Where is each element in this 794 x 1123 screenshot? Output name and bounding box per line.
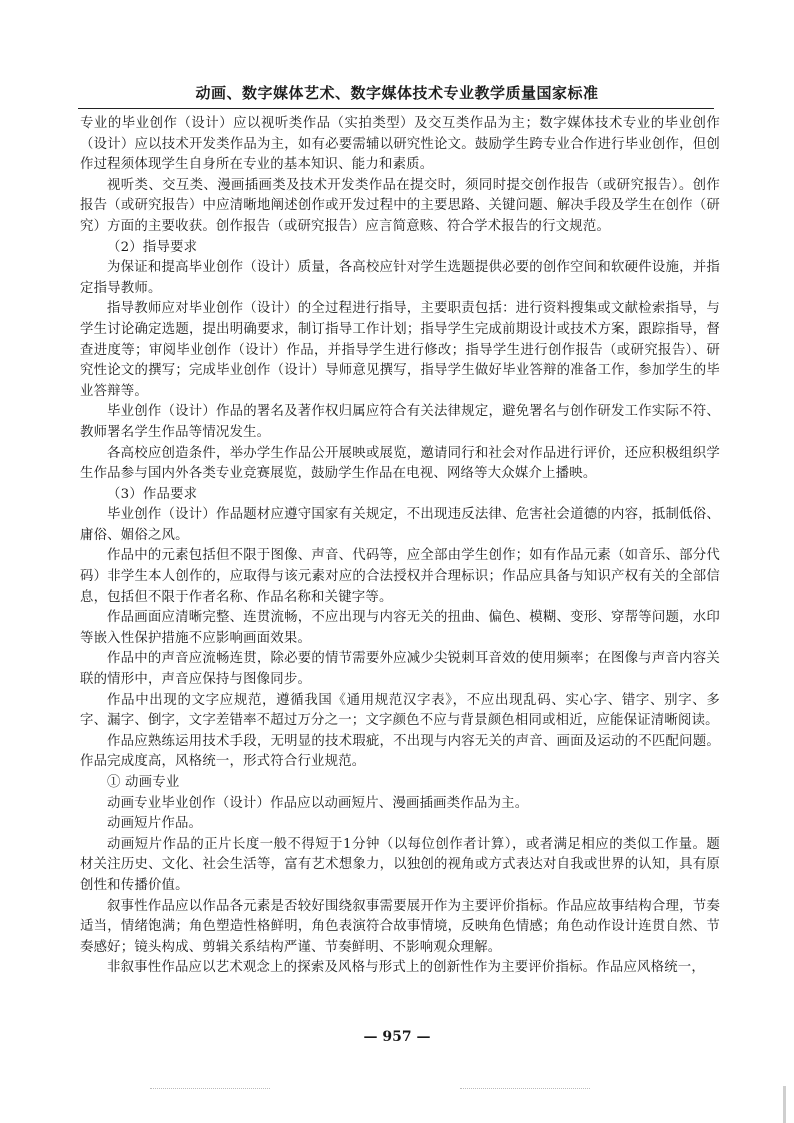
subsection-heading: ① 动画专业: [107, 775, 180, 790]
page-number: — 957 —: [363, 1029, 431, 1045]
paragraph: 非叙事性作品应以艺术观念上的探索及风格与形式上的创新性作为主要评价指标。作品应风格统一，: [107, 960, 705, 976]
paragraph: 毕业创作（设计）作品题材应遵守国家有关规定，不出现违反法律、危害社会道德的内容，抵制低俗、庸俗、媚俗之风。: [80, 507, 720, 543]
scan-artifact: [783, 1086, 786, 1123]
running-header: 动画、数字媒体艺术、数字媒体技术专业教学质量国家标准: [195, 84, 599, 102]
section-heading: （2）指导要求: [107, 239, 198, 255]
paragraph: 动画专业毕业创作（设计）作品应以动画短片、漫画插画类作品为主。: [107, 795, 529, 811]
body-text: [80, 114, 720, 979]
scan-artifact: [460, 1088, 590, 1090]
paragraph: 动画短片作品。: [107, 816, 203, 832]
header-rule: [78, 108, 714, 109]
paragraph: 毕业创作（设计）作品的署名及著作权归属应符合有关法律规定，避免署名与创作研发工作实际不符、教师署名学生作品等情况发生。: [80, 404, 720, 440]
paragraph: 指导教师应对毕业创作（设计）的全过程进行指导，主要职责包括：进行资料搜集或文献检索指导，与学生讨论确定选题，提出明确要求，制订指导工作计划；指导学生完成前期设计或技术方案，跟踪指导，督查进度等；审阅毕业创作（设计）作品，并指导学生进行修改；指导学生进行创作报告（或研究报告）、研究性论文的撰写；完成毕业创作（设计）导师意见撰写，指导学生做好毕业答辩的准备工作，参加学生的毕业答辩等。: [80, 301, 720, 399]
paragraph: 动画短片作品的正片长度一般不得短于1分钟（以每位创作者计算），或者满足相应的类似工作量。题材关注历史、文化、社会生活等，富有艺术想象力，以独创的视角或方式表达对自我或世界的认知，具有原创性和传播价值。: [80, 836, 720, 893]
paragraph: 作品画面应清晰完整、连贯流畅，不应出现与内容无关的扭曲、偏色、模糊、变形、穿帮等问题，水印等嵌入性保护措施不应影响画面效果。: [80, 610, 720, 646]
paragraph: 为保证和提高毕业创作（设计）质量，各高校应针对学生选题提供必要的创作空间和软硬件设施，并指定指导教师。: [80, 260, 720, 296]
paragraph: 叙事性作品应以作品各元素是否较好围绕叙事需要展开作为主要评价指标。作品应故事结构合理，节奏适当，情绪饱满；角色塑造性格鲜明，角色表演符合故事情境，反映角色情感；角色动作设计连贯自然、节奏感好；镜头构成、剪辑关系结构严谨、节奏鲜明、不影响观众理解。: [80, 898, 720, 955]
paragraph: 视听类、交互类、漫画插画类及技术开发类作品在提交时，须同时提交创作报告（或研究报告）。创作报告（或研究报告）中应清晰地阐述创作或开发过程中的主要思路、关键问题、解决手段及学生在创作（研究）方面的主要收获。创作报告（或研究报告）应言简意赅、符合学术报告的行文规范。: [80, 177, 720, 234]
scan-artifact: [150, 1088, 270, 1090]
paragraph: 作品中的元素包括但不限于图像、声音、代码等，应全部由学生创作；如有作品元素（如音乐、部分代码）非学生本人创作的，应取得与该元素对应的合法授权并合理标识；作品应具备与知识产权有关的全部信息，包括但不限于作者名称、作品名称和关键字等。: [80, 548, 720, 605]
paragraph: 作品应熟练运用技术手段，无明显的技术瑕疵，不出现与内容无关的声音、画面及运动的不匹配问题。作品完成度高，风格统一，形式符合行业规范。: [80, 733, 720, 770]
paragraph: 各高校应创造条件，举办学生作品公开展映或展览，邀请同行和社会对作品进行评价，还应积极组织学生作品参与国内外各类专业竞赛展览，鼓励学生作品在电视、网络等大众媒介上播映。: [80, 445, 720, 482]
paragraph: 专业的毕业创作（设计）应以视听类作品（实拍类型）及交互类作品为主；数字媒体技术专业的毕业创作（设计）应以技术开发类作品为主，如有必要需辅以研究性论文。鼓励学生跨专业合作进行毕业创作，但创作过程须体现学生自身所在专业的基本知识、能力和素质。: [80, 116, 720, 173]
section-heading: （3）作品要求: [107, 486, 198, 502]
paragraph: 作品中出现的文字应规范，遵循我国《通用规范汉字表》，不应出现乱码、实心字、错字、别字、多字、漏字、倒字，文字差错率不超过万分之一；文字颜色不应与背景颜色相同或相近，应能保证清晰阅读。: [80, 692, 720, 729]
paragraph: 作品中的声音应流畅连贯，除必要的情节需要外应减少尖锐刺耳音效的使用频率；在图像与声音内容关联的情形中，声音应保持与图像同步。: [80, 651, 720, 688]
